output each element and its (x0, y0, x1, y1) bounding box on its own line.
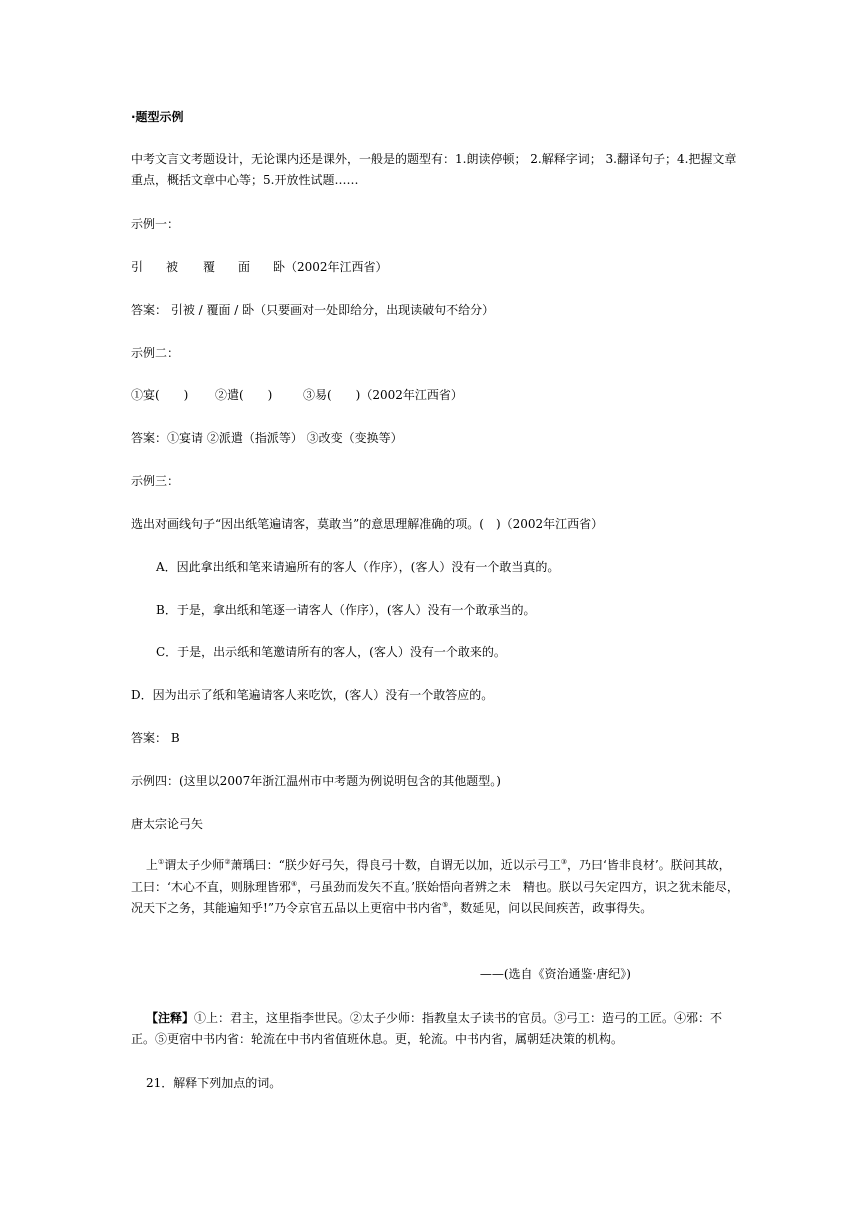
note-mark: ② (224, 858, 231, 866)
word-item: ①宴( ) (131, 388, 189, 402)
pause-char: 被 (166, 260, 179, 274)
pause-char: 覆 (203, 260, 216, 274)
pause-char: 引 (131, 260, 144, 274)
question-21: 21．解释下列加点的词。 (146, 1076, 282, 1090)
notes-label: 【注释】 (146, 1011, 195, 1025)
passage-text: 上①谓太子少师②萧瑀曰：“朕少好弓矢，得良弓十数，自谓无以加，近以示弓工③，乃曰‘皆非良材’。朕问其故，工曰：‘木心不直，则脉理皆邪④，弓虽劲而发矢不直。’朕始悟向者辨之未 精也。朕以弓矢定四方，识之犹未能尽，况天下之务，其能遍知乎!”乃令京官五品以上更宿中书内省⑤，数延见，问以民间疾苦，政事得失。 (131, 858, 739, 915)
option-c: C．于是，出示纸和笔邀请所有的客人，(客人）没有一个敢来的。 (156, 645, 506, 659)
pause-char: 面 (238, 260, 251, 274)
example-1-label: 示例一： (131, 217, 180, 231)
pause-char: 卧 (273, 260, 286, 274)
option-d: D．因为出示了纸和笔遍请客人来吃饮，(客人）没有一个敢答应的。 (131, 688, 494, 702)
example-1-source: （2002年江西省） (285, 260, 388, 274)
example-2-answer: 答案：①宴请 ②派遣（指派等） ③改变（变换等） (131, 431, 403, 445)
section-title: ·题型示例 (131, 110, 184, 124)
notes-paragraph (131, 1008, 741, 1049)
notes-text: ①上：君主，这里指李世民。②太子少师：指教皇太子读书的官员。③弓工：造弓的工匠。④邪：不正。⑤更宿中书内省：轮流在中书内省值班休息。更，轮流。中书内省，属朝廷决策的机构。 (131, 1011, 723, 1046)
word-item: ②遣( ) (215, 388, 273, 402)
example-2-label: 示例二： (131, 346, 180, 360)
note-mark: ④ (290, 879, 298, 888)
word-item: ③易( ) (303, 388, 361, 402)
passage-title: 唐太宗论弓矢 (131, 817, 204, 831)
note-mark: ③ (560, 858, 568, 866)
example-1-answer: 答案： 引被 / 覆面 / 卧（只要画对一处即给分，出现读破句不给分） (131, 303, 495, 317)
example-3-label: 示例三： (131, 474, 180, 488)
example-1-question (131, 257, 741, 277)
option-a: A．因此拿出纸和笔来请遍所有的客人（作序），(客人）没有一个敢当真的。 (156, 560, 560, 574)
example-2-source: （2002年江西省） (360, 388, 463, 402)
option-b: B．于是，拿出纸和笔逐一请客人（作序），(客人）没有一个敢承当的。 (156, 603, 536, 617)
example-2-question (131, 385, 741, 405)
note-mark: ⑤ (441, 901, 449, 909)
example-4-label: 示例四：(这里以2007年浙江温州市中考题为例说明包含的其他题型。) (131, 774, 501, 788)
example-3-question: 选出对画线句子“因出纸笔遍请客，莫敢当”的意思理解准确的项。( )（2002年江西省） (131, 517, 604, 531)
intro-paragraph: 中考文言文考题设计，无论课内还是课外，一般是的题型有：1.朗读停顿； 2.解释字词； 3.翻译句子；4.把握文章重点，概括文章中心等；5.开放性试题…… (131, 152, 737, 187)
example-3-answer: 答案： B (131, 731, 180, 745)
note-mark: ① (158, 858, 165, 866)
passage-citation: ——(选自《资治通鉴·唐纪》) (479, 967, 631, 981)
